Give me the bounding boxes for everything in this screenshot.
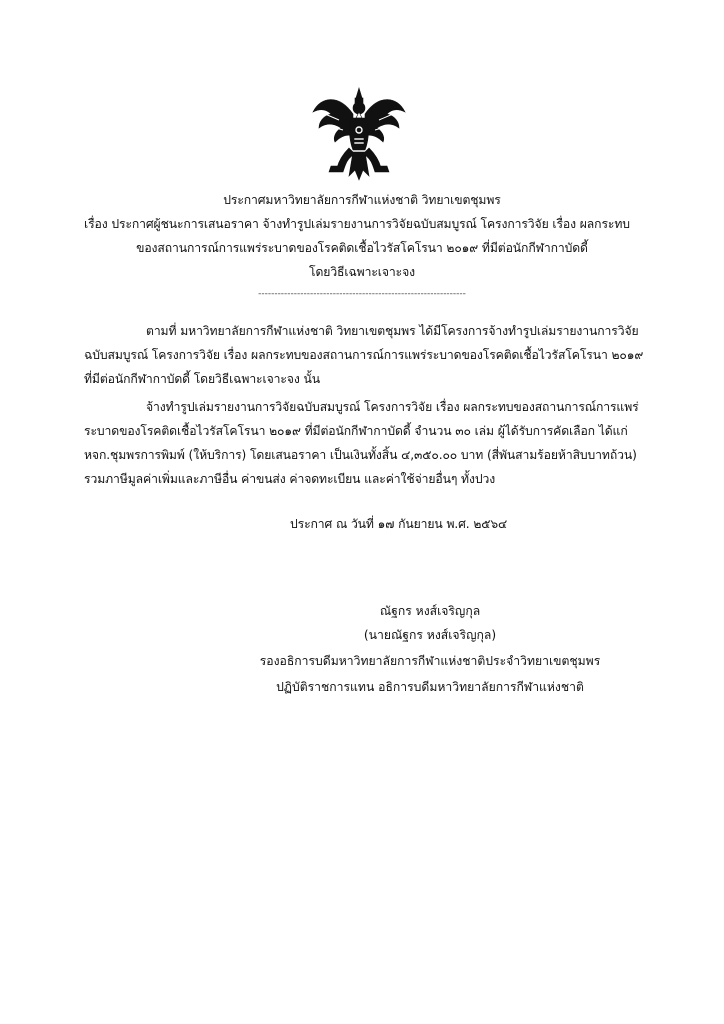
- paragraph-1-line-3: ที่มีต่อนักกีฬากาบัดดี้ โดยวิธีเฉพาะเจาะจง นั้น: [84, 372, 320, 386]
- signature-name: ณัฐกร หงส์เจริญกุล: [379, 604, 481, 618]
- paragraph-1-line-1: ตามที่ มหาวิทยาลัยการกีฬาแห่งชาติ วิทยาเขตชุมพร ได้มีโครงการจ้างทำรูปเล่มรายงานการวิจัย: [146, 324, 639, 338]
- signer-position: รองอธิการบดีมหาวิทยาลัยการกีฬาแห่งชาติประจำวิทยาเขตชุมพร: [259, 654, 601, 668]
- paragraph-2-line-3: หจก.ชุมพรการพิมพ์ (ให้บริการ) โดยเสนอราคา เป็นเงินทั้งสิ้น ๔,๓๕๐.๐๐ บาท (สี่พันสามร้อยห้าสิบบาทถ้วน): [84, 448, 637, 462]
- garuda-emblem-icon: [308, 84, 410, 184]
- signer-full-name: (นายณัฐกร หงส์เจริญกุล): [363, 628, 497, 642]
- paragraph-2-line-2: ระบาดของโรคติดเชื้อไวรัสโคโรนา ๒๐๑๙ ที่มีต่อนักกีฬากาบัดดี้ จำนวน ๓๐ เล่ม ผู้ได้รับการคัดเลือก ได้แก่: [84, 424, 628, 438]
- announcement-date: ประกาศ ณ วันที่ ๑๗ กันยายน พ.ศ. ๒๕๖๔: [290, 517, 508, 531]
- announcement-title: ประกาศมหาวิทยาลัยการกีฬาแห่งชาติ วิทยาเขตชุมพร: [223, 193, 501, 207]
- subject-line-2: ของสถานการณ์การแพร่ระบาดของโรคติดเชื้อไวรัสโคโรนา ๒๐๑๙ ที่มีต่อนักกีฬากาบัดดี้: [136, 241, 588, 255]
- signer-acting-position: ปฏิบัติราชการแทน อธิการบดีมหาวิทยาลัยการกีฬาแห่งชาติ: [276, 680, 584, 694]
- paragraph-2-line-4: รวมภาษีมูลค่าเพิ่มและภาษีอื่น ค่าขนส่ง ค่าจดทะเบียน และค่าใช้จ่ายอื่นๆ ทั้งปวง: [84, 472, 496, 486]
- header-divider: ----------------------------------------------------------------: [258, 289, 466, 299]
- subject-line-1: เรื่อง ประกาศผู้ชนะการเสนอราคา จ้างทำรูปเล่มรายงานการวิจัยฉบับสมบูรณ์ โครงการวิจัย เรื่อง ผลกระทบ: [84, 217, 630, 231]
- paragraph-1-line-2: ฉบับสมบูรณ์ โครงการวิจัย เรื่อง ผลกระทบของสถานการณ์การแพร่ระบาดของโรคติดเชื้อไวรัสโคโรนา ๒๐๑๙: [84, 348, 644, 362]
- procurement-method: โดยวิธีเฉพาะเจาะจง: [309, 265, 415, 279]
- paragraph-2-line-1: จ้างทำรูปเล่มรายงานการวิจัยฉบับสมบูรณ์ โครงการวิจัย เรื่อง ผลกระทบของสถานการณ์การแพร่: [146, 400, 639, 414]
